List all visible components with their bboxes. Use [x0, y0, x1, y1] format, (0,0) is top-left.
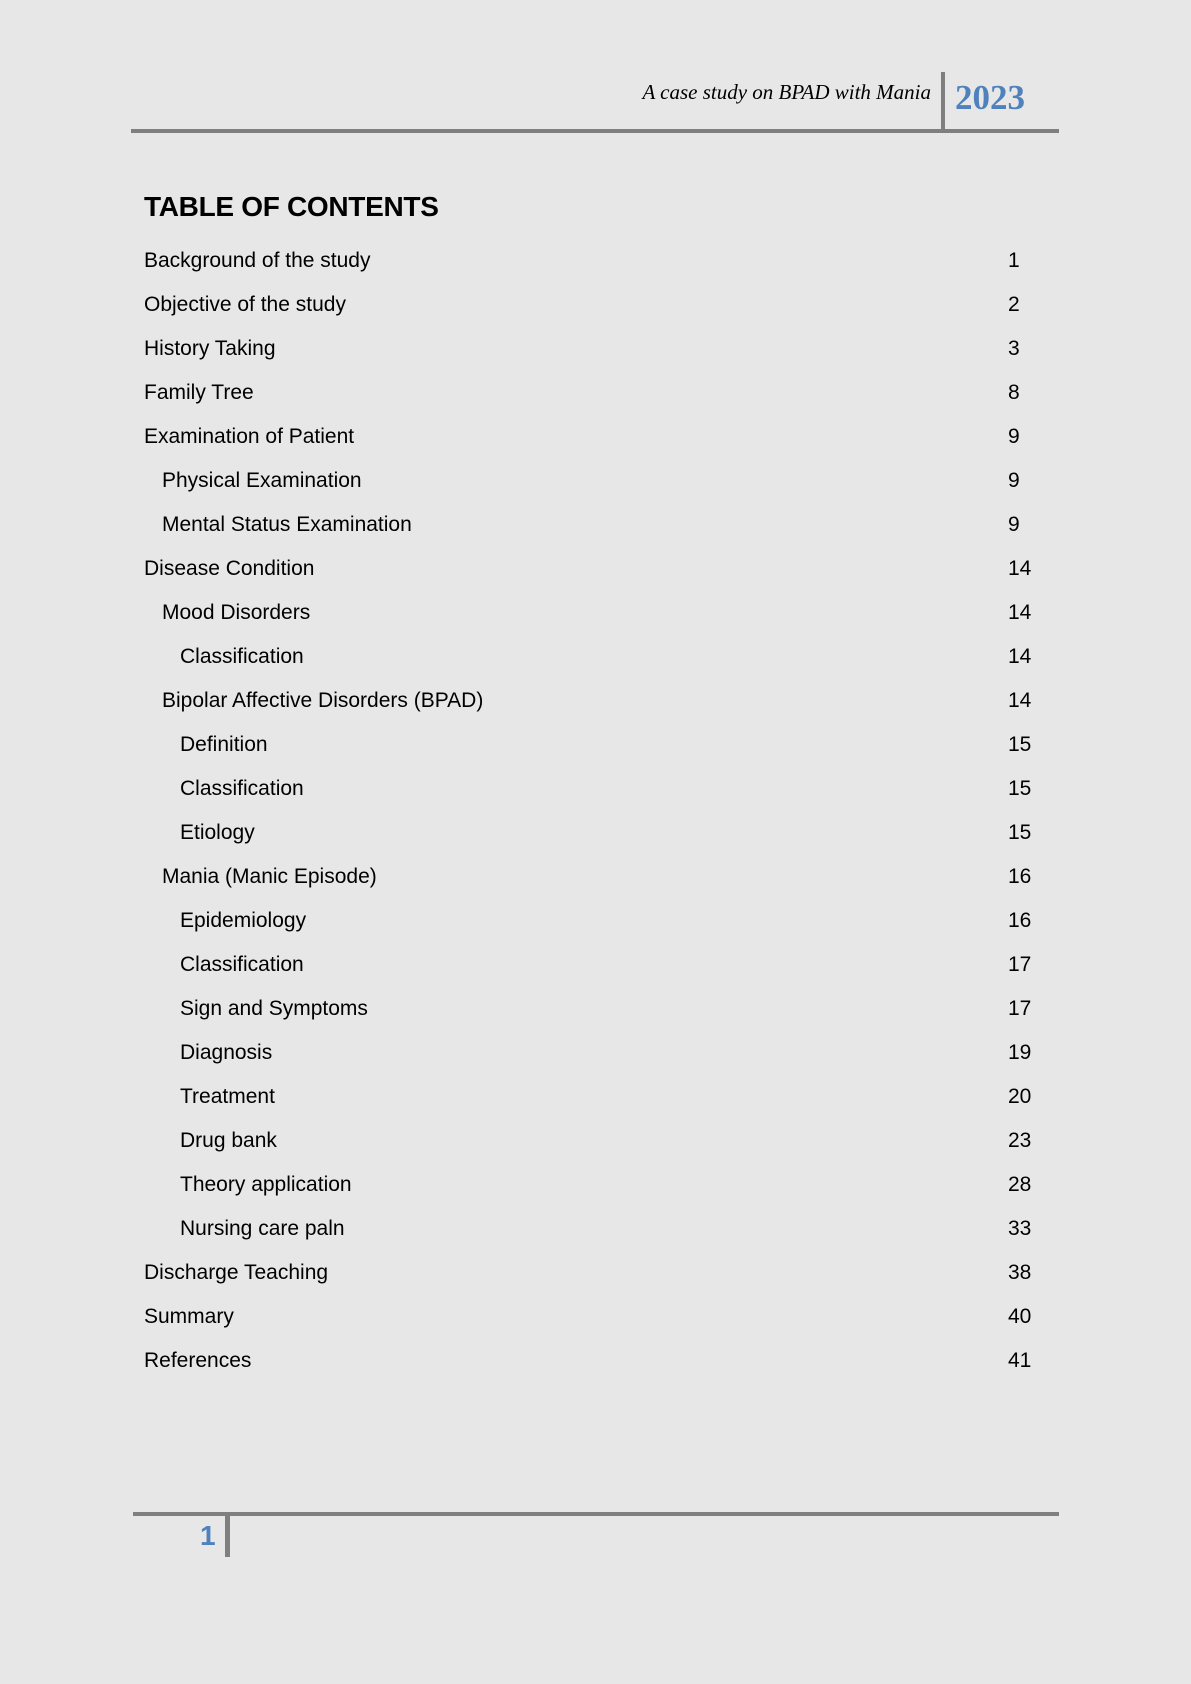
toc-entry[interactable] — [144, 1037, 1034, 1081]
toc-entry[interactable] — [144, 1213, 1034, 1257]
toc-entry-label: Mental Status Examination — [162, 513, 412, 536]
toc-entry-page: 19 — [1008, 1041, 1032, 1064]
toc-entry[interactable] — [144, 773, 1034, 817]
toc-entry-label: Classification — [180, 777, 304, 800]
toc-heading: TABLE OF CONTENTS — [144, 191, 439, 222]
toc-entry-label: Mood Disorders — [162, 601, 311, 624]
toc-entry-label: Disease Condition — [144, 557, 315, 580]
toc-entry-page: 8 — [1008, 381, 1020, 404]
footer-divider — [225, 1512, 230, 1557]
toc-entry-page: 40 — [1008, 1305, 1032, 1328]
footer-rule — [133, 1512, 1059, 1516]
toc-entry-label: Treatment — [180, 1085, 275, 1108]
page-header — [131, 72, 1059, 132]
toc-entry-page: 15 — [1008, 733, 1032, 756]
toc-entry-label: Mania (Manic Episode) — [162, 865, 377, 888]
toc-entry-label: Epidemiology — [180, 909, 307, 932]
toc-entry-label: Classification — [180, 953, 304, 976]
toc-entry[interactable] — [144, 377, 1034, 421]
header-rule — [131, 129, 1059, 133]
toc-entry[interactable] — [144, 597, 1034, 641]
toc-entry[interactable] — [144, 509, 1034, 553]
toc-entry[interactable] — [144, 949, 1034, 993]
toc-entry-label: References — [144, 1349, 252, 1372]
toc-entry-label: Diagnosis — [180, 1041, 273, 1064]
toc-entry-label: Nursing care paln — [180, 1217, 345, 1240]
toc-entry[interactable] — [144, 993, 1034, 1037]
toc-entry-label: Etiology — [180, 821, 255, 844]
toc-entry[interactable] — [144, 641, 1034, 685]
toc-entry-page: 3 — [1008, 337, 1020, 360]
toc-entry[interactable] — [144, 861, 1034, 905]
toc-entry-page: 16 — [1008, 865, 1032, 888]
toc-entry-page: 15 — [1008, 821, 1032, 844]
toc-entry[interactable] — [144, 1169, 1034, 1213]
toc-entry-page: 2 — [1008, 293, 1020, 316]
toc-entry-page: 38 — [1008, 1261, 1032, 1284]
toc-entry[interactable] — [144, 421, 1034, 465]
toc-entry-page: 16 — [1008, 909, 1032, 932]
toc-entry-page: 28 — [1008, 1173, 1032, 1196]
footer-page-number: 1 — [200, 1520, 216, 1551]
toc-entry-label: Examination of Patient — [144, 425, 355, 448]
toc-entry-page: 1 — [1008, 249, 1020, 272]
toc-list — [144, 245, 1034, 1389]
toc-entry-page: 41 — [1008, 1349, 1032, 1372]
toc-entry-label: Drug bank — [180, 1129, 277, 1152]
toc-entry-label: Summary — [144, 1305, 234, 1328]
toc-entry[interactable] — [144, 245, 1034, 289]
toc-entry-label: Discharge Teaching — [144, 1261, 329, 1284]
toc-entry-label: Background of the study — [144, 249, 371, 272]
toc-entry[interactable] — [144, 1345, 1034, 1389]
toc-entry-label: History Taking — [144, 337, 276, 360]
header-year: 2023 — [955, 78, 1025, 117]
toc-entry-label: Bipolar Affective Disorders (BPAD) — [162, 689, 484, 712]
toc-entry-page: 17 — [1008, 953, 1032, 976]
toc-entry-page: 17 — [1008, 997, 1032, 1020]
toc-entry-label: Physical Examination — [162, 469, 362, 492]
toc-entry-label: Sign and Symptoms — [180, 997, 368, 1020]
toc-entry[interactable] — [144, 905, 1034, 949]
toc-entry-page: 9 — [1008, 425, 1020, 448]
toc-entry[interactable] — [144, 1125, 1034, 1169]
toc-entry-label: Objective of the study — [144, 293, 346, 316]
toc-entry[interactable] — [144, 1257, 1034, 1301]
toc-entry[interactable] — [144, 465, 1034, 509]
header-title: A case study on BPAD with Mania — [642, 80, 931, 104]
toc-entry[interactable] — [144, 817, 1034, 861]
toc-entry-page: 14 — [1008, 689, 1032, 712]
toc-entry-page: 23 — [1008, 1129, 1032, 1152]
toc-entry-label: Classification — [180, 645, 304, 668]
toc-entry[interactable] — [144, 333, 1034, 377]
toc-entry-page: 9 — [1008, 469, 1020, 492]
toc-entry-page: 14 — [1008, 557, 1032, 580]
toc-entry[interactable] — [144, 729, 1034, 773]
toc-entry-page: 33 — [1008, 1217, 1032, 1240]
header-divider — [941, 72, 945, 131]
toc-entry-page: 15 — [1008, 777, 1032, 800]
toc-entry-label: Family Tree — [144, 381, 254, 404]
toc-entry-page: 14 — [1008, 645, 1032, 668]
toc-entry-page: 20 — [1008, 1085, 1032, 1108]
toc-entry-label: Theory application — [180, 1173, 352, 1196]
toc-entry[interactable] — [144, 1081, 1034, 1125]
toc-entry[interactable] — [144, 685, 1034, 729]
toc-entry-page: 9 — [1008, 513, 1020, 536]
toc-entry[interactable] — [144, 1301, 1034, 1345]
toc-entry[interactable] — [144, 289, 1034, 333]
toc-entry-label: Definition — [180, 733, 268, 756]
toc-entry[interactable] — [144, 553, 1034, 597]
toc-entry-page: 14 — [1008, 601, 1032, 624]
